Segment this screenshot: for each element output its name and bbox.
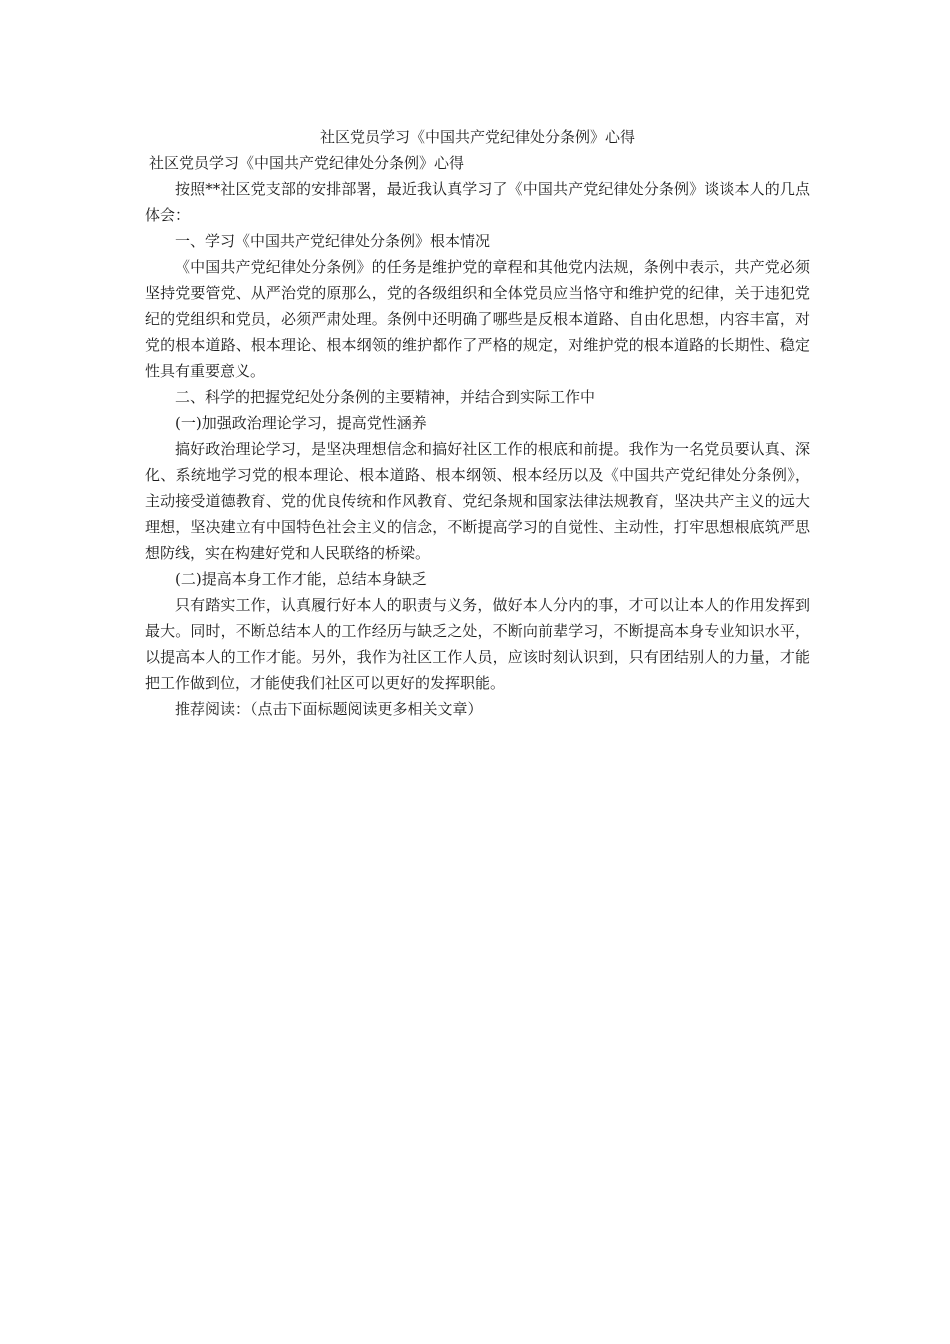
document-body xyxy=(145,124,810,722)
subsection-1-paragraph: 搞好政治理论学习，是坚决理想信念和搞好社区工作的根底和前提。我作为一名党员要认真、深化、系统地学习党的根本理论、根本道路、根本纲领、根本经历以及《中国共产党纪律处分条例》，主动接受道德教育、党的优良传统和作风教育、党纪条规和国家法律法规教育，坚决共产主义的远大理想，坚决建立有中国特色社会主义的信念，不断提高学习的自觉性、主动性，打牢思想根底筑严思想防线，实在构建好党和人民联络的桥梁。 xyxy=(145,440,810,562)
intro-paragraph: 按照**社区党支部的安排部署，最近我认真学习了《中国共产党纪律处分条例》谈谈本人的几点体会： xyxy=(145,180,810,224)
subsection-1-heading: (一)加强政治理论学习，提高党性涵养 xyxy=(175,414,427,432)
document-subtitle: 社区党员学习《中国共产党纪律处分条例》心得 xyxy=(149,154,465,172)
document-title: 社区党员学习《中国共产党纪律处分条例》心得 xyxy=(319,128,635,146)
section-2-heading: 二、科学的把握党纪处分条例的主要精神，并结合到实际工作中 xyxy=(175,388,596,406)
subsection-2-paragraph: 只有踏实工作，认真履行好本人的职责与义务，做好本人分内的事，才可以让本人的作用发挥到最大。同时，不断总结本人的工作经历与缺乏之处，不断向前辈学习，不断提高本身专业知识水平，以提高本人的工作才能。另外，我作为社区工作人员，应该时刻认识到，只有团结别人的力量，才能把工作做到位，才能使我们社区可以更好的发挥职能。 xyxy=(145,596,810,692)
section-1-paragraph: 《中国共产党纪律处分条例》的任务是维护党的章程和其他党内法规，条例中表示，共产党必须坚持党要管党、从严治党的原那么，党的各级组织和全体党员应当恪守和维护党的纪律，关于违犯党纪的党组织和党员，必须严肃处理。条例中还明确了哪些是反根本道路、自由化思想，内容丰富，对党的根本道路、根本理论、根本纲领的维护都作了严格的规定，对维护党的根本道路的长期性、稳定性具有重要意义。 xyxy=(145,258,810,380)
recommend-reading-link[interactable]: 推荐阅读：（点击下面标题阅读更多相关文章） xyxy=(175,700,483,718)
subsection-2-heading: (二)提高本身工作才能，总结本身缺乏 xyxy=(175,570,427,588)
section-1-heading: 一、学习《中国共产党纪律处分条例》根本情况 xyxy=(175,232,491,250)
